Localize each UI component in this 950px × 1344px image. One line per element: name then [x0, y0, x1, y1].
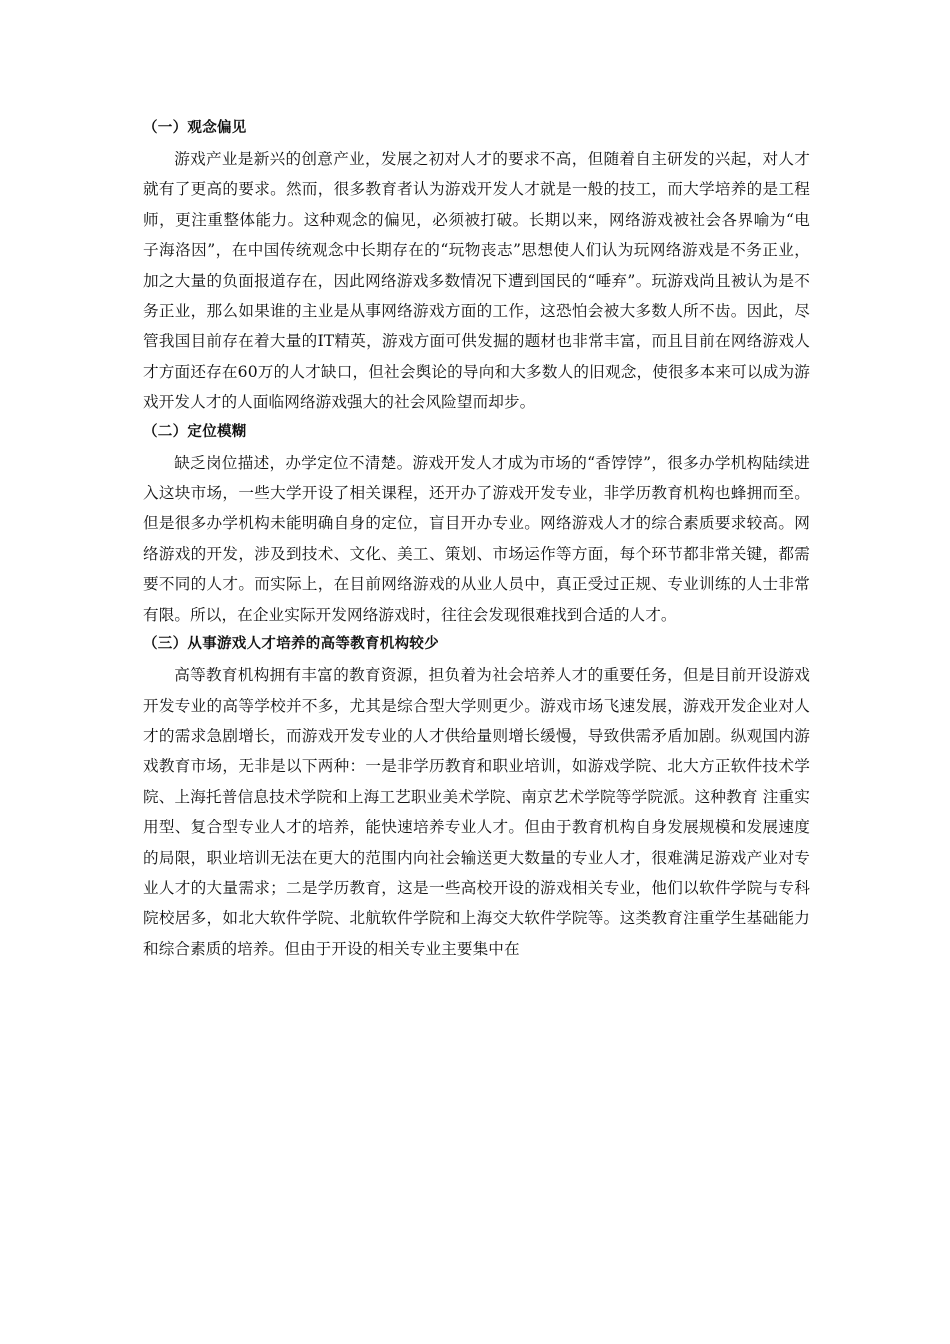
document-page [143, 112, 810, 964]
section-heading-3: （三）从事游戏人才培养的高等教育机构较少 [143, 636, 439, 653]
section-heading-1: （一）观念偏见 [143, 120, 247, 136]
section-paragraph-1: 游戏产业是新兴的创意产业，发展之初对人才的要求不高，但随着自主研发的兴起，对人才就有了更高的要求。然而，很多教育者认为游戏开发人才就是一般的技工，而大学培养的是工程师，更注重整体能力。这种观念的偏见，必须被打破。长期以来，网络游戏被社会各界喻为“电子海洛因”，在中国传统观念中长期存在的“玩物丧志”思想使人们认为玩网络游戏是不务正业，加之大量的负面报道存在，因此网络游戏多数情况下遭到国民的“唾弃”。玩游戏尚且被认为是不务正业，那么如果谁的主业是从事网络游戏方面的工作，这恐怕会被大多数人所不齿。因此，尽管我国目前存在着大量的IT精英，游戏方面可供发掘的题材也非常丰富，而且目前在网络游戏人才方面还存在60万的人才缺口，但社会舆论的导向和大多数人的旧观念，使很多本来可以成为游戏开发人才的人面临网络游戏强大的社会风险望而却步。 [143, 150, 810, 412]
section-paragraph-2: 缺乏岗位描述，办学定位不清楚。游戏开发人才成为市场的“香饽饽”，很多办学机构陆续进入这块市场，一些大学开设了相关课程，还开办了游戏开发专业，非学历教育机构也蜂拥而至。但是很多办学机构未能明确自身的定位，盲目开办专业。网络游戏人才的综合素质要求较高。网络游戏的开发，涉及到技术、文化、美工、策划、市场运作等方面，每个环节都非常关键，都需要不同的人才。而实际上，在目前网络游戏的从业人员中，真正受过正规、专业训练的人士非常有限。所以，在企业实际开发网络游戏时，往往会发现很难找到合适的人才。 [143, 453, 810, 624]
section-paragraph-3: 高等教育机构拥有丰富的教育资源，担负着为社会培养人才的重要任务，但是目前开设游戏开发专业的高等学校并不多，尤其是综合型大学则更少。游戏市场飞速发展，游戏开发企业对人才的需求急剧增长，而游戏开发专业的人才供给量则增长缓慢，导致供需矛盾加剧。纵观国内游戏教育市场，无非是以下两种：一是非学历教育和职业培训，如游戏学院、北大方正软件技术学院、上海托普信息技术学院和上海工艺职业美术学院、南京艺术学院等学院派。这种教育 注重实用型、复合型专业人才的培养，能快速培养专业人才。但由于教育机构自身发展规模和发展速度的局限，职业培训无法在更大的范围内向社会输送更大数量的专业人才，很难满足游戏产业对专业人才的大量需求；二是学历教育，这是一些高校开设的游戏相关专业，他们以软件学院与专科院校居多，如北大软件学院、北航软件学院和上海交大软件学院等。这类教育注重学生基础能力和综合素质的培养。但由于开设的相关专业主要集中在 [143, 666, 810, 958]
section-heading-2: （二）定位模糊 [143, 423, 247, 440]
